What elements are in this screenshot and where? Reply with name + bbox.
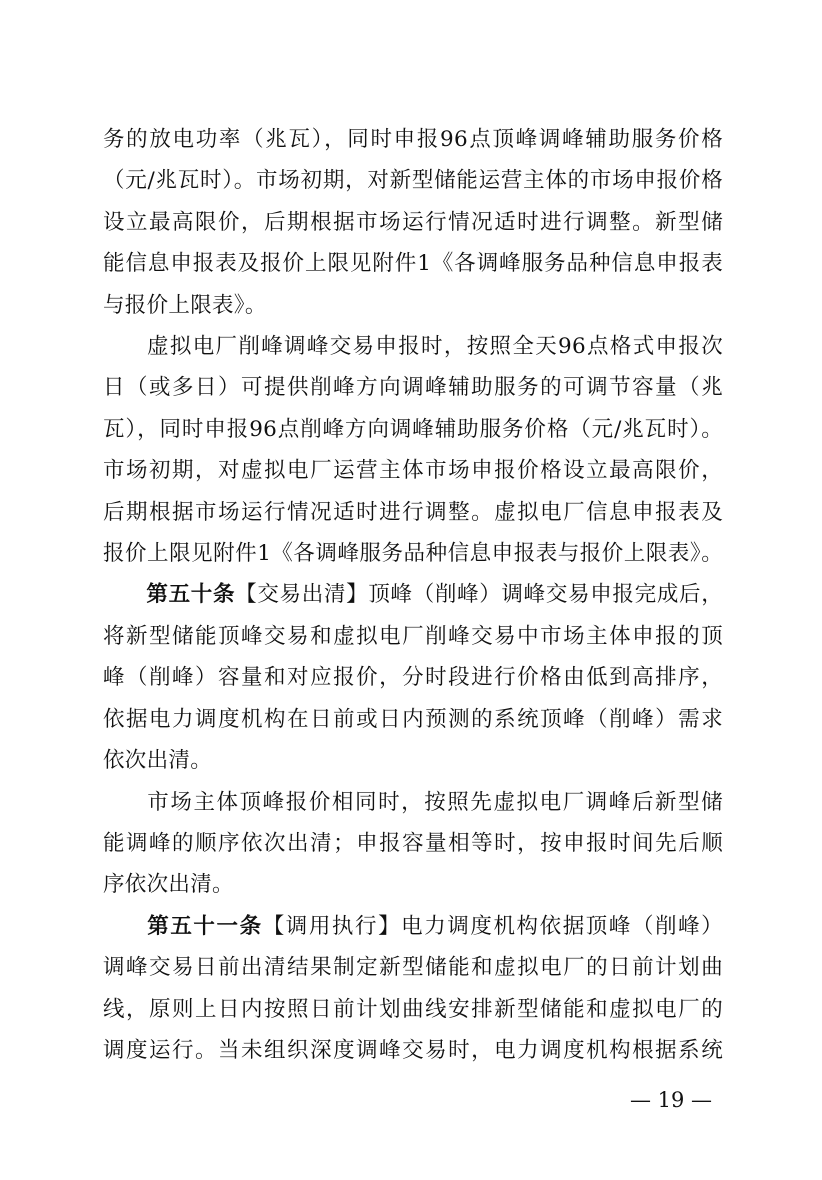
- paragraph-line: 依次出清。: [103, 748, 213, 774]
- paragraph-line: 线，原则上日内按照日前计划曲线安排新型储能和虚拟电厂的: [103, 996, 723, 1022]
- line-text: 虚拟电厂削峰调峰交易申报时，按照全天96点格式申报次: [146, 334, 723, 360]
- article-heading: 第五十一条: [146, 913, 263, 939]
- paragraph-line: 务的放电功率（兆瓦），同时申报96点顶峰调峰辅助服务价格: [103, 127, 723, 152]
- paragraph-line: 设立最高限价，后期根据市场运行情况适时进行调整。新型储: [103, 209, 723, 235]
- paragraph-line: 调度运行。当未组织深度调峰交易时，电力调度机构根据系统: [103, 1037, 723, 1063]
- paragraph-line: [103, 782, 723, 823]
- paragraph-line: 报价上限见附件1《各调峰服务品种信息申报表与报价上限表》。: [103, 541, 723, 567]
- paragraph-line: [103, 906, 723, 947]
- paragraph-line: 调峰交易日前出清结果制定新型储能和虚拟电厂的日前计划曲: [103, 955, 723, 981]
- paragraph-line: 能信息申报表及报价上限见附件1《各调峰服务品种信息申报表: [103, 251, 723, 277]
- line-text: 【交易出清】顶峰（削峰）调峰交易申报完成后，: [235, 582, 724, 608]
- paragraph-line: （元/兆瓦时）。市场初期，对新型储能运营主体的市场申报价格: [103, 168, 723, 194]
- page-number: — 19 —: [629, 1088, 713, 1112]
- paragraph-line: 日（或多日）可提供削峰方向调峰辅助服务的可调节容量（兆: [103, 375, 723, 401]
- paragraph-line: 与报价上限表》。: [103, 292, 267, 318]
- line-text: 【调用执行】电力调度机构依据顶峰（削峰）: [262, 913, 723, 939]
- paragraph-line: 能调峰的顺序依次出清；申报容量相等时，按申报时间先后顺: [103, 830, 723, 856]
- paragraph-line: 市场初期，对虚拟电厂运营主体市场申报价格设立最高限价，: [103, 458, 723, 484]
- article-heading: 第五十条: [146, 582, 236, 608]
- paragraph-line: [103, 326, 723, 367]
- body-text: [103, 119, 723, 1071]
- paragraph-line: 瓦），同时申报96点削峰方向调峰辅助服务价格（元/兆瓦时）。: [103, 416, 723, 442]
- line-text: 市场主体顶峰报价相同时，按照先虚拟电厂调峰后新型储: [146, 789, 723, 815]
- paragraph-line: 序依次出清。: [103, 872, 234, 898]
- paragraph-line: [103, 574, 723, 615]
- paragraph-line: 依据电力调度机构在日前或日内预测的系统顶峰（削峰）需求: [103, 706, 723, 732]
- paragraph-line: 将新型储能顶峰交易和虚拟电厂削峰交易中市场主体申报的顶: [103, 623, 723, 649]
- paragraph-line: 峰（削峰）容量和对应报价，分时段进行价格由低到高排序，: [103, 665, 723, 691]
- paragraph-line: 后期根据市场运行情况适时进行调整。虚拟电厂信息申报表及: [103, 499, 723, 525]
